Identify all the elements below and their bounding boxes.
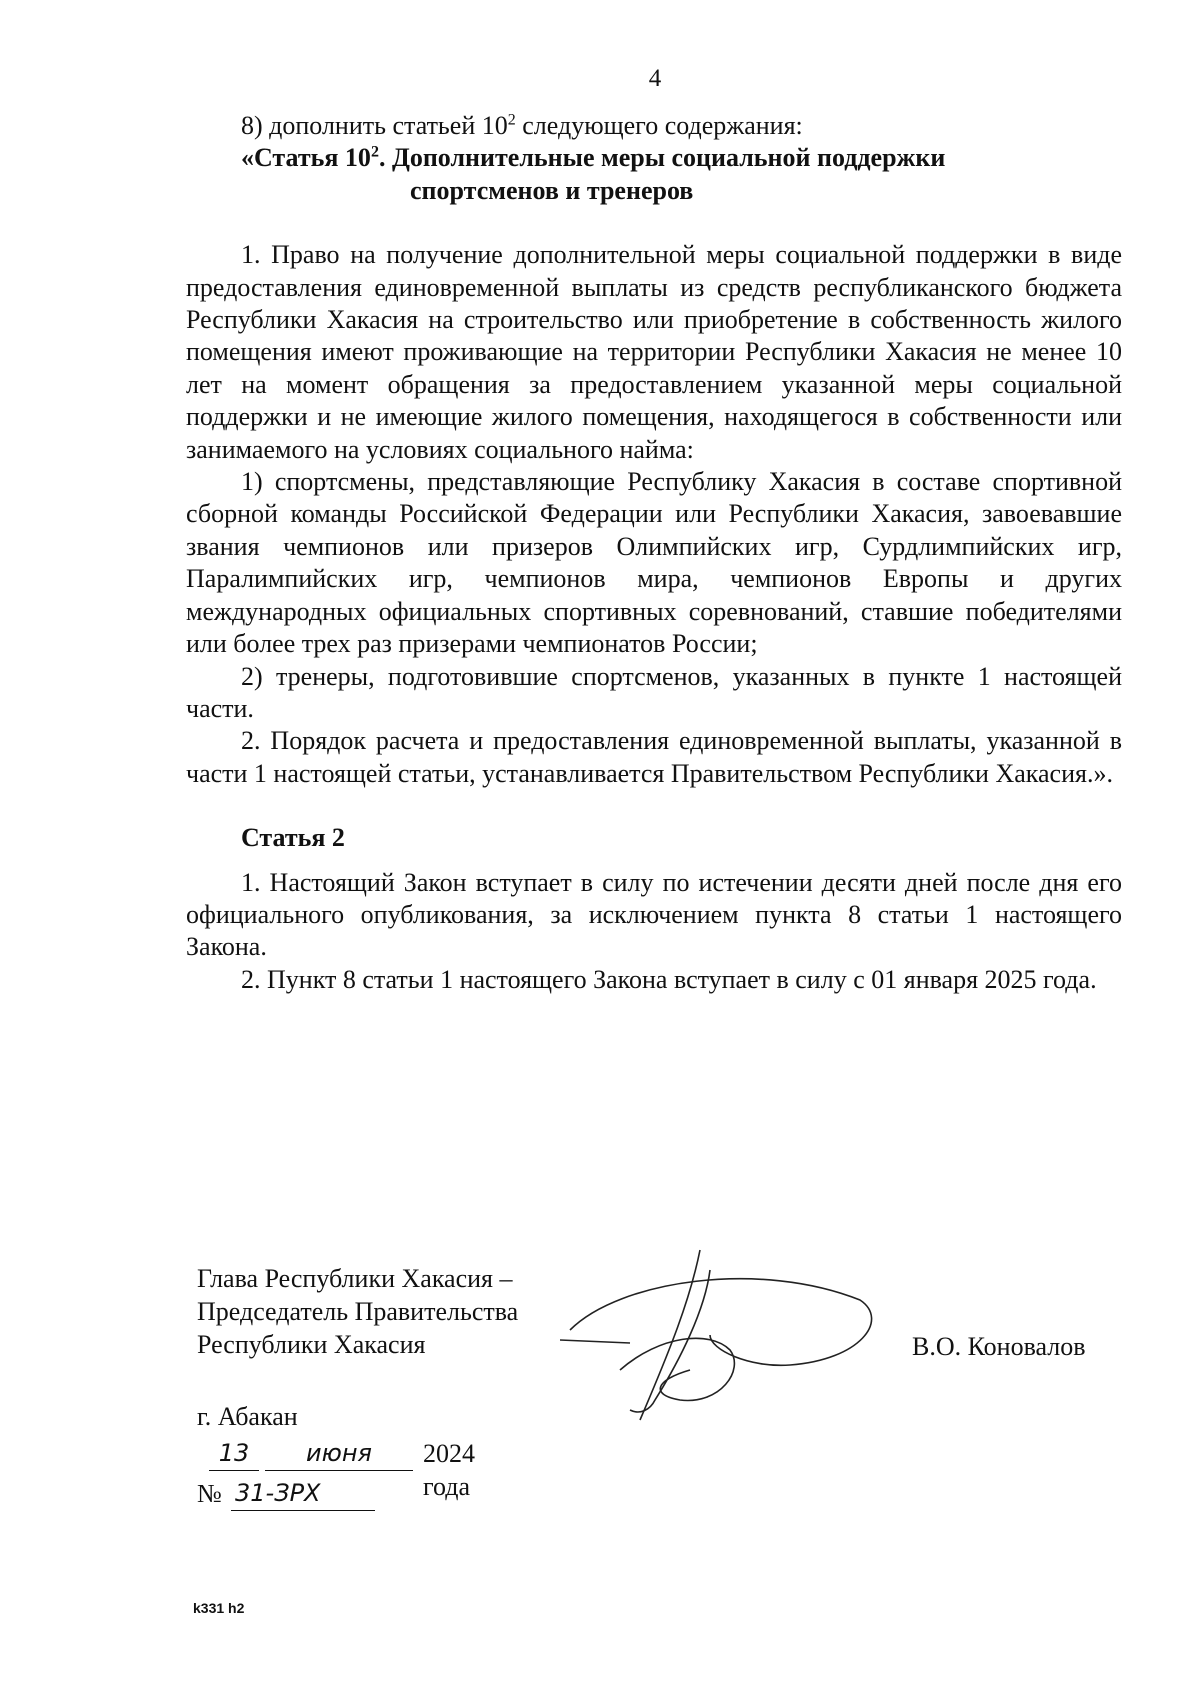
article-heading-line1: «Статья $10^2$. Дополнительные меры социальной поддержки	[241, 143, 946, 173]
place: г. Абакан	[197, 1402, 298, 1431]
document-body	[186, 110, 1122, 996]
page-number: 4	[648, 65, 662, 92]
paragraph-1-1: 1) спортсмены, представляющие Республику Хакасия в составе спортивной сборной команды Российской Федерации или Республики Хакасия, завоевавшие звания чемпионов или призеров Олимпийских игр, Сурдлимпийских игр, Паралимпийских игр, чемпионов мира, чемпионов Европы и других международных официальных спортивных соревнований, ставшие победителями или более трех раз призерами чемпионатов России;	[186, 467, 1122, 659]
article2-heading: Статья 2	[241, 823, 345, 853]
footer-code: k331 h2	[193, 1600, 245, 1616]
law-number-value: 31-ЗРХ	[231, 1477, 375, 1511]
date-day: 13	[209, 1437, 259, 1471]
date-month: июня	[265, 1437, 413, 1471]
paragraph-1-2: 2) тренеры, подготовившие спортсменов, указанных в пункте 1 настоящей части.	[186, 661, 1122, 723]
signature-image	[560, 1240, 890, 1430]
paragraph-2: 2. Порядок расчета и предоставления единовременной выплаты, указанной в части 1 настоящей статьи, устанавливается Правительством Республики Хакасия.».	[186, 726, 1122, 788]
amendment-intro: 8) дополнить статьей $10^2$ следующего содержания:	[241, 111, 803, 140]
law-number: № 31-ЗРХ	[197, 1477, 298, 1517]
article2-paragraph-2: 2. Пункт 8 статьи 1 настоящего Закона вступает в силу с 01 января 2025 года.	[241, 964, 1097, 994]
place-date-block	[197, 1400, 475, 1517]
signer-name: В.О. Коновалов	[912, 1332, 1086, 1361]
article-heading-line2: спортсменов и тренеров	[410, 175, 694, 205]
paragraph-1: 1. Право на получение дополнительной меры социальной поддержки в виде предоставления единовременной выплаты из средств республиканского бюджета Республики Хакасия на строительство или приобретение в собственность жилого помещения имеют проживающие на территории Республики Хакасия не менее 10 лет на момент обращения за предоставлением указанной меры социальной поддержки и не имеющие жилого помещения, находящегося в собственности или занимаемого на условиях социального найма:	[186, 240, 1122, 464]
article2-paragraph-1: 1. Настоящий Закон вступает в силу по истечении десяти дней после дня его официального опубликования, за исключением пункта 8 статьи 1 настоящего Закона.	[186, 867, 1122, 962]
signatory-title: Глава Республики Хакасия – Председатель Правительства Республики Хакасия	[197, 1264, 519, 1359]
date-year: 2024 года	[423, 1439, 475, 1501]
